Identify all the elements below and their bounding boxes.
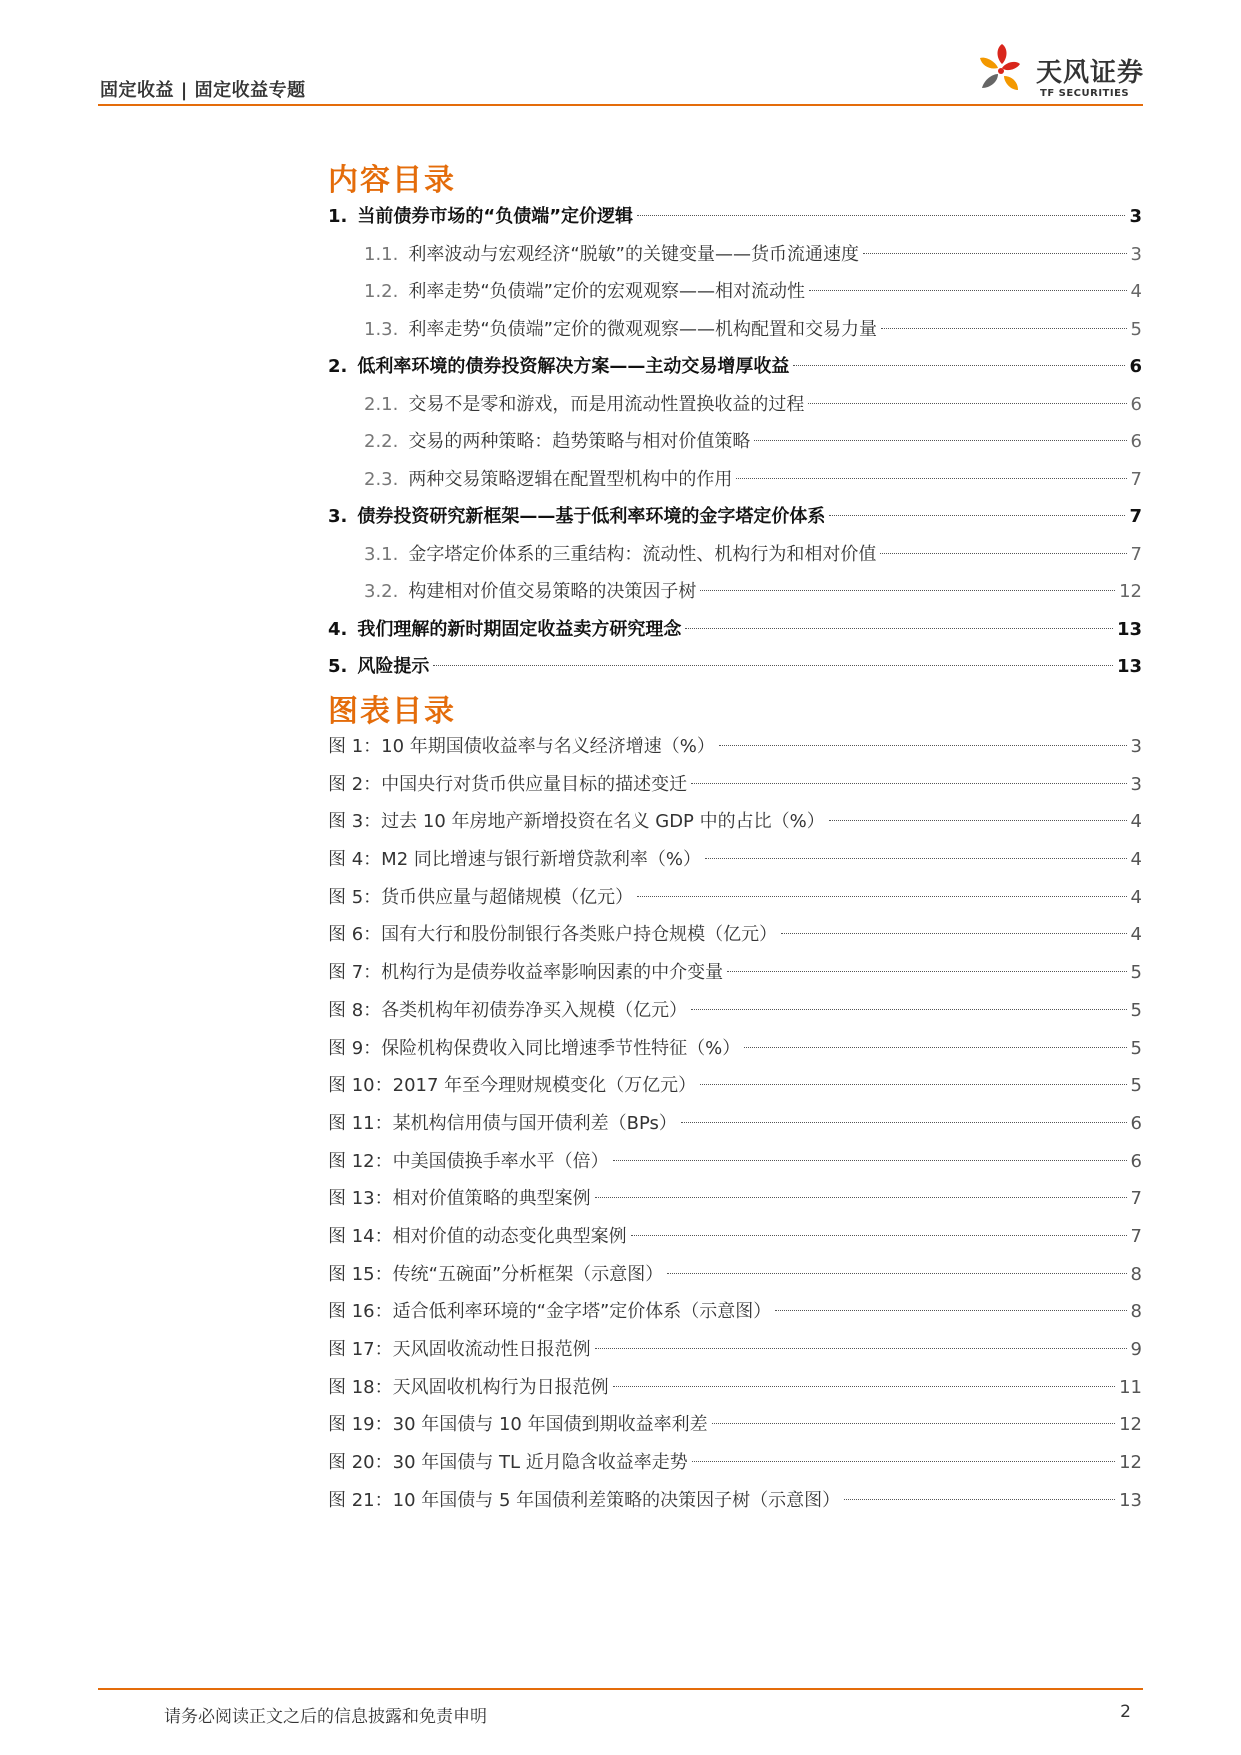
header-divider xyxy=(98,104,1143,106)
dot-leader xyxy=(727,971,1126,972)
dot-leader xyxy=(712,1423,1115,1424)
dot-leader xyxy=(705,858,1127,859)
figure-entry-page: 5 xyxy=(1130,962,1142,984)
figure-entry-page: 6 xyxy=(1130,1150,1142,1172)
figure-entry-page: 3 xyxy=(1130,773,1142,795)
toc-entry-number: 1.3. xyxy=(364,318,399,340)
figure-entry-title: 图 16：适合低利率环境的“金字塔”定价体系（示意图） xyxy=(328,1301,772,1323)
dot-leader xyxy=(637,896,1126,897)
dot-leader xyxy=(631,1235,1127,1236)
toc-entry-title: 我们理解的新时期固定收益卖方研究理念 xyxy=(357,618,682,640)
toc-entry-number: 2. xyxy=(328,356,348,377)
figure-entry-page: 4 xyxy=(1130,849,1142,871)
toc-entry-number: 1.2. xyxy=(364,281,399,302)
figure-entry-page: 11 xyxy=(1119,1376,1142,1398)
figure-entry-page: 9 xyxy=(1130,1339,1142,1360)
toc-entry-number: 4. xyxy=(328,618,348,640)
logo-petal-bottom-right xyxy=(1004,76,1018,90)
figure-entry[interactable] xyxy=(328,954,1142,992)
figure-entry-title: 图 12：中美国债换手率水平（倍） xyxy=(328,1150,609,1172)
figure-entry-title: 图 8：各类机构年初债券净买入规模（亿元） xyxy=(328,999,688,1021)
dot-leader xyxy=(700,590,1115,591)
toc-entry-title: 利率走势“负债端”定价的宏观观察——相对流动性 xyxy=(408,281,806,302)
logo-petal-left xyxy=(980,58,998,69)
figure-entry[interactable] xyxy=(328,766,1142,804)
toc-entry-title: 利率波动与宏观经济“脱敏”的关键变量——货币流通速度 xyxy=(408,243,860,265)
toc-entry-number: 1. xyxy=(328,206,348,227)
figure-entry-title: 图 14：相对价值的动态变化典型案例 xyxy=(328,1225,627,1247)
toc-entry-title: 金字塔定价体系的三重结构：流动性、机构行为和相对价值 xyxy=(408,543,877,565)
figure-entry-title: 图 13：相对价值策略的典型案例 xyxy=(328,1188,591,1210)
dot-leader xyxy=(719,745,1127,746)
toc-title: 内容目录 xyxy=(328,163,456,198)
toc-entry-title: 构建相对价值交易策略的决策因子树 xyxy=(408,581,697,602)
toc-entry[interactable] xyxy=(328,498,1142,536)
figure-entry[interactable] xyxy=(328,1331,1142,1369)
dot-leader xyxy=(775,1310,1126,1311)
footer-disclaimer: 请务必阅读正文之后的信息披露和免责申明 xyxy=(164,1707,487,1727)
dot-leader xyxy=(613,1386,1115,1387)
figure-entry-title: 图 10：2017 年至今理财规模变化（万亿元） xyxy=(328,1075,697,1097)
figure-entry[interactable] xyxy=(328,1256,1142,1294)
toc-entry[interactable] xyxy=(328,198,1142,236)
figure-entry-title: 图 11：某机构信用债与国开债利差（BPs） xyxy=(328,1112,677,1134)
figure-entry-page: 5 xyxy=(1130,1075,1142,1097)
toc-entry-number: 3. xyxy=(328,506,348,527)
dot-leader xyxy=(595,1348,1127,1349)
toc-entry[interactable] xyxy=(328,573,1142,611)
figure-entry-page: 5 xyxy=(1130,1037,1142,1059)
toc-entry[interactable] xyxy=(328,273,1142,311)
toc-entry-number: 2.2. xyxy=(364,431,399,452)
figure-entry[interactable] xyxy=(328,1067,1142,1105)
toc-entry[interactable] xyxy=(328,648,1142,686)
logo-text: 天风证券 xyxy=(1036,58,1145,88)
figure-entry-page: 4 xyxy=(1130,886,1142,908)
figure-entry-title: 图 17：天风固收流动性日报范例 xyxy=(328,1339,591,1360)
toc-entry-number: 2.1. xyxy=(364,393,399,415)
toc-entry-title: 交易的两种策略：趋势策略与相对价值策略 xyxy=(408,431,751,452)
toc-entry-page: 7 xyxy=(1129,506,1142,527)
dot-leader xyxy=(844,1499,1115,1500)
footer-divider xyxy=(98,1688,1143,1690)
dot-leader xyxy=(637,215,1125,216)
dot-leader xyxy=(681,1122,1127,1123)
figure-entry-title: 图 20：30 年国债与 TL 近月隐含收益率走势 xyxy=(328,1452,688,1474)
figure-entry-page: 12 xyxy=(1119,1414,1142,1436)
toc-entry[interactable] xyxy=(328,461,1142,499)
figure-entry-title: 图 19：30 年国债与 10 年国债到期收益率利差 xyxy=(328,1414,708,1436)
dot-leader xyxy=(793,365,1125,366)
toc-entry[interactable] xyxy=(328,311,1142,349)
toc-entry[interactable] xyxy=(328,348,1142,386)
toc-entry-page: 4 xyxy=(1130,281,1142,302)
figure-entry[interactable] xyxy=(328,841,1142,879)
dot-leader xyxy=(754,440,1126,441)
toc-entry[interactable] xyxy=(328,423,1142,461)
toc-entry[interactable] xyxy=(328,611,1142,649)
logo-petal-right xyxy=(1002,62,1020,70)
toc-entry-page: 3 xyxy=(1129,206,1142,227)
figure-entry[interactable] xyxy=(328,1105,1142,1143)
toc-entry-title: 低利率环境的债券投资解决方案——主动交易增厚收益 xyxy=(357,356,790,377)
figure-entry-title: 图 4：M2 同比增速与银行新增贷款利率（%） xyxy=(328,849,701,871)
figure-entry-title: 图 6：国有大行和股份制银行各类账户持仓规模（亿元） xyxy=(328,924,778,946)
toc-entry-page: 13 xyxy=(1116,618,1142,640)
dot-leader xyxy=(781,933,1126,934)
dot-leader xyxy=(595,1197,1127,1198)
dot-leader xyxy=(613,1160,1127,1161)
figure-entry-title: 图 7：机构行为是债券收益率影响因素的中介变量 xyxy=(328,962,724,984)
figure-entry-title: 图 18：天风固收机构行为日报范例 xyxy=(328,1376,609,1398)
figure-entry[interactable] xyxy=(328,879,1142,917)
toc-entry-number: 3.2. xyxy=(364,581,399,602)
dot-leader xyxy=(433,665,1113,666)
figure-entry[interactable] xyxy=(328,1444,1142,1482)
figure-entry[interactable] xyxy=(328,1406,1142,1444)
figure-entry-page: 6 xyxy=(1130,1112,1142,1134)
dot-leader xyxy=(667,1273,1126,1274)
figure-entry-page: 7 xyxy=(1130,1188,1142,1210)
toc-entry-page: 13 xyxy=(1116,656,1142,677)
figure-entry-page: 5 xyxy=(1130,999,1142,1021)
figure-entry[interactable] xyxy=(328,1143,1142,1181)
toc-entry-title: 两种交易策略逻辑在配置型机构中的作用 xyxy=(408,468,733,490)
toc-entry[interactable] xyxy=(328,386,1142,424)
figure-entry-title: 图 15：传统“五碗面”分析框架（示意图） xyxy=(328,1263,664,1285)
figure-entry-page: 8 xyxy=(1130,1263,1142,1285)
toc-entry-page: 3 xyxy=(1130,243,1142,265)
figure-entry-page: 8 xyxy=(1130,1301,1142,1323)
figure-entry-page: 4 xyxy=(1130,811,1142,833)
dot-leader xyxy=(691,1009,1126,1010)
toc-entry-title: 当前债券市场的“负债端”定价逻辑 xyxy=(357,206,634,227)
figure-entry[interactable] xyxy=(328,803,1142,841)
figure-entry-title: 图 1：10 年期国债收益率与名义经济增速（%） xyxy=(328,736,715,757)
figure-entry-title: 图 3：过去 10 年房地产新增投资在名义 GDP 中的占比（%） xyxy=(328,811,825,833)
figures-title: 图表目录 xyxy=(328,694,456,729)
figure-entry-page: 4 xyxy=(1130,924,1142,946)
toc-entry-title: 风险提示 xyxy=(357,656,430,677)
toc-entry-number: 2.3. xyxy=(364,468,399,490)
figure-entry-title: 图 21：10 年国债与 5 年国债利差策略的决策因子树（示意图） xyxy=(328,1489,841,1511)
toc-entry-page: 5 xyxy=(1130,318,1142,340)
figure-entry[interactable] xyxy=(328,916,1142,954)
logo-subtext: TF SECURITIES xyxy=(1040,88,1130,99)
figure-entry-page: 12 xyxy=(1119,1452,1142,1474)
toc-entry-title: 交易不是零和游戏，而是用流动性置换收益的过程 xyxy=(408,393,805,415)
toc-entry-page: 6 xyxy=(1130,431,1142,452)
figure-entry[interactable] xyxy=(328,1180,1142,1218)
figure-entry-page: 3 xyxy=(1130,736,1142,757)
figures-list xyxy=(328,728,1142,1519)
figure-entry[interactable] xyxy=(328,1218,1142,1256)
figure-entry-page: 13 xyxy=(1119,1489,1142,1511)
toc-entry-title: 债券投资研究新框架——基于低利率环境的金字塔定价体系 xyxy=(357,506,826,527)
toc-entry-title: 利率走势“负债端”定价的微观观察——机构配置和交易力量 xyxy=(408,318,878,340)
toc-entry-number: 3.1. xyxy=(364,543,399,565)
figure-entry[interactable] xyxy=(328,1030,1142,1068)
figure-entry[interactable] xyxy=(328,1369,1142,1407)
dot-leader xyxy=(809,290,1127,291)
logo-petal-bottom-left xyxy=(982,74,998,88)
dot-leader xyxy=(808,403,1126,404)
figure-entry[interactable] xyxy=(328,1482,1142,1520)
dot-leader xyxy=(829,820,1127,821)
toc-entry[interactable] xyxy=(328,236,1142,274)
toc-entry-page: 6 xyxy=(1129,356,1142,377)
toc-entry[interactable] xyxy=(328,536,1142,574)
figure-entry[interactable] xyxy=(328,1293,1142,1331)
toc-entry-page: 7 xyxy=(1130,468,1142,490)
toc-entry-page: 12 xyxy=(1119,581,1142,602)
dot-leader xyxy=(691,783,1126,784)
dot-leader xyxy=(700,1084,1126,1085)
dot-leader xyxy=(881,328,1127,329)
dot-leader xyxy=(692,1461,1115,1462)
dot-leader xyxy=(880,553,1126,554)
figure-entry-title: 图 2：中国央行对货币供应量目标的描述变迁 xyxy=(328,773,688,795)
logo-petal-top xyxy=(998,44,1007,64)
dot-leader xyxy=(863,253,1127,254)
dot-leader xyxy=(685,628,1113,629)
toc-entry-page: 6 xyxy=(1130,393,1142,415)
figure-entry[interactable] xyxy=(328,728,1142,766)
figure-entry[interactable] xyxy=(328,992,1142,1030)
figure-entry-title: 图 9：保险机构保费收入同比增速季节性特征（%） xyxy=(328,1037,741,1059)
toc-list xyxy=(328,198,1142,686)
logo-center xyxy=(998,68,1004,74)
header-breadcrumb: 固定收益 | 固定收益专题 xyxy=(100,80,306,101)
page-number: 2 xyxy=(1120,1702,1131,1722)
figure-entry-page: 7 xyxy=(1130,1225,1142,1247)
dot-leader xyxy=(736,478,1126,479)
toc-entry-page: 7 xyxy=(1130,543,1142,565)
toc-entry-number: 1.1. xyxy=(364,243,399,265)
dot-leader xyxy=(829,515,1125,516)
dot-leader xyxy=(744,1047,1126,1048)
toc-entry-number: 5. xyxy=(328,656,348,677)
figure-entry-title: 图 5：货币供应量与超储规模（亿元） xyxy=(328,886,634,908)
